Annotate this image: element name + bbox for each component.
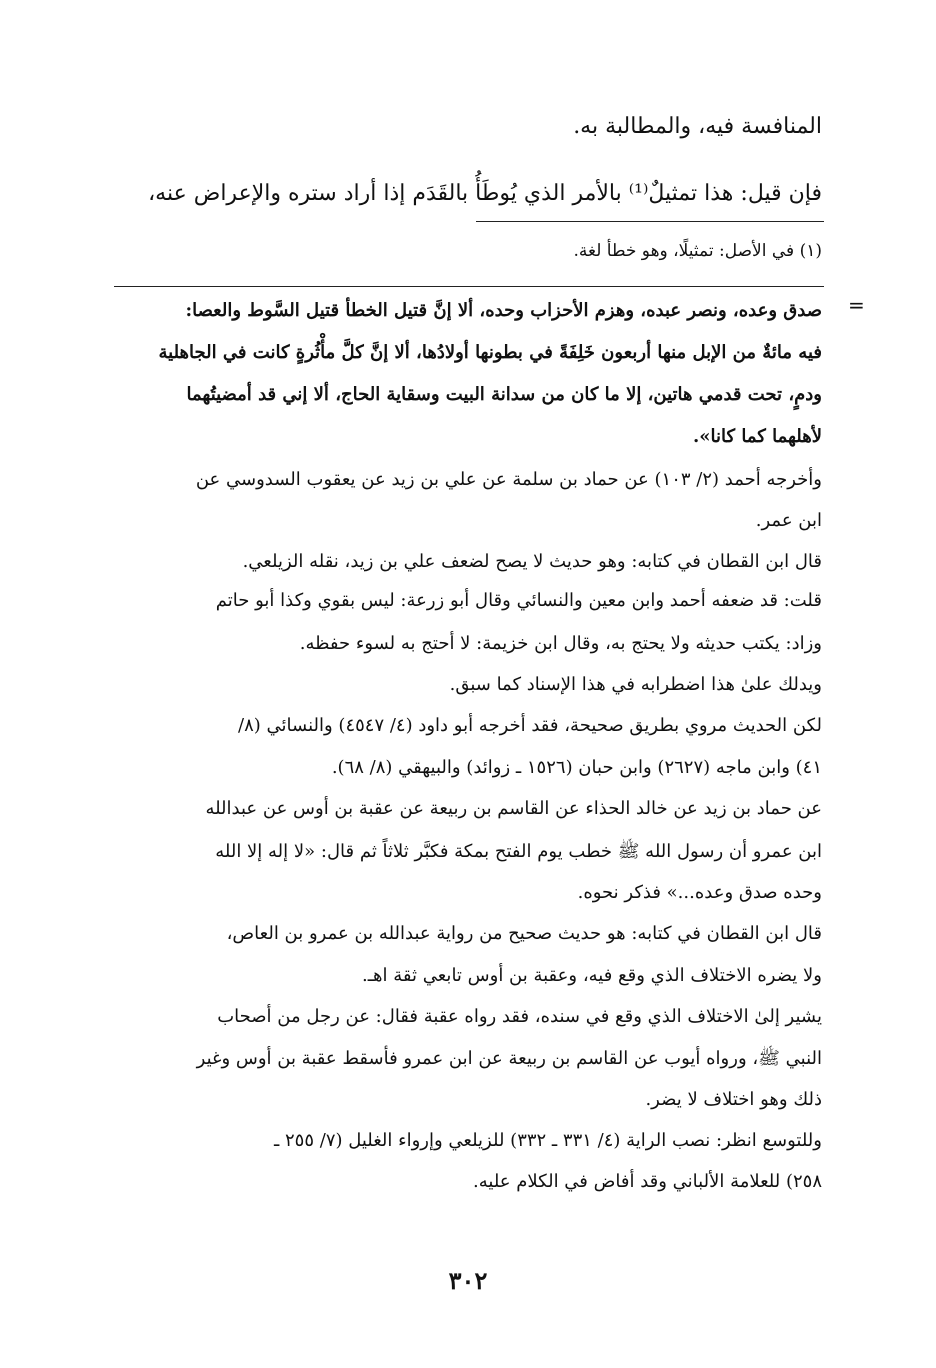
commentary-line: لكن الحديث مروي بطريق صحيحة، فقد أخرجه أبو داود (٤/ ٤٥٤٧) والنسائي (٨/	[238, 715, 822, 736]
commentary-line: ذلك وهو اختلاف لا يضر.	[645, 1089, 822, 1110]
footnote: (١) في الأصل: تمثيلًا، وهو خطأ لغة.	[573, 241, 822, 261]
commentary-line: ويدلك علىٰ هذا اضطرابه في هذا الإسناد كما سبق.	[449, 674, 822, 695]
commentary-line: ٤١) وابن ماجه (٢٦٢٧) وابن حبان (١٥٢٦ ـ زوائد) والبيهقي (٨/ ٦٨).	[331, 757, 822, 778]
commentary-line: قال ابن القطان في كتابه: هو حديث صحيح من رواية عبدالله بن عمرو بن العاص،	[226, 923, 822, 944]
commentary-line: النبي ﷺ، ورواه أيوب عن القاسم بن ربيعة عن ابن عمرو فأسقط عقبة بن أوس وغير	[196, 1048, 822, 1069]
commentary-line: وأخرجه أحمد (٢/ ١٠٣) عن حماد بن سلمة عن علي بن زيد عن يعقوب السدوسي عن	[195, 469, 822, 490]
footnote-separator	[476, 221, 824, 222]
commentary-line: ٢٥٨) للعلامة الألباني وقد أفاض في الكلام عليه.	[473, 1171, 822, 1192]
commentary-line: قال ابن القطان في كتابه: وهو حديث لا يصح لضعف علي بن زيد، نقله الزيلعي.	[242, 551, 822, 572]
commentary-bold-line: لأهلهما كما كانا».	[693, 426, 822, 447]
commentary-line: قلت: قد ضعفه أحمد وابن معين والنسائي وقال أبو زرعة: ليس بقوي وكذا أبو حاتم	[215, 590, 822, 611]
commentary-line: يشير إلىٰ الاختلاف الذي وقع في سنده، فقد رواه عقبة فقال: عن رجل من أصحاب	[217, 1006, 822, 1027]
commentary-bold-line: فيه مائةٌ من الإبل منها أربعون خَلِفَةً في بطونها أولادُها، ألا إنَّ كلَّ مأْثُرةٍ كانت في الجاهلية	[158, 342, 822, 363]
commentary-line: ابن عمر.	[755, 510, 822, 531]
continuation-mark: =	[848, 293, 865, 317]
commentary-line: ابن عمرو أن رسول الله ﷺ خطب يوم الفتح بمكة فكبَّر ثلاثاً ثم قال: «لا إله إلا الله	[215, 841, 822, 862]
page-number: ٣٠٢	[448, 1266, 488, 1295]
commentary-bold-line: صدق وعده، ونصر عبده، وهزم الأحزاب وحده، ألا إنَّ قتيل الخطأ قتيل السَّوط والعصا:	[185, 300, 822, 321]
commentary-line: ولا يضره الاختلاف الذي وقع فيه، وعقبة بن أوس تابعي ثقة اهـ.	[362, 965, 822, 986]
main-text-line-1: المنافسة فيه، والمطالبة به.	[573, 114, 822, 139]
commentary-line: وللتوسع انظر: نصب الراية (٤/ ٣٣١ ـ ٣٣٢) للزيلعي وإرواء الغليل (٧/ ٢٥٥ ـ	[274, 1130, 822, 1151]
commentary-line: وحده صدق وعده...» فذكر نحوه.	[577, 882, 822, 903]
commentary-separator	[114, 286, 824, 287]
commentary-line: عن حماد بن زيد عن خالد الحذاء عن القاسم بن ربيعة عن عقبة بن أوس عن عبدالله	[205, 798, 822, 819]
commentary-bold-line: ودمٍ، تحت قدمي هاتين، إلا ما كان من سدانة البيت وسقاية الحاج، ألا إني قد أمضيتُهما	[186, 384, 822, 405]
commentary-line: وزاد: يكتب حديثه ولا يحتج به، وقال ابن خزيمة: لا أحتج به لسوء حفظه.	[299, 633, 822, 654]
main-text-line-2: فإن قيل: هذا تمثيلٌ⁽¹⁾ بالأمر الذي يُوطَأُ بالقَدَم إذا أراد ستره والإعراض عنه،	[148, 181, 822, 206]
